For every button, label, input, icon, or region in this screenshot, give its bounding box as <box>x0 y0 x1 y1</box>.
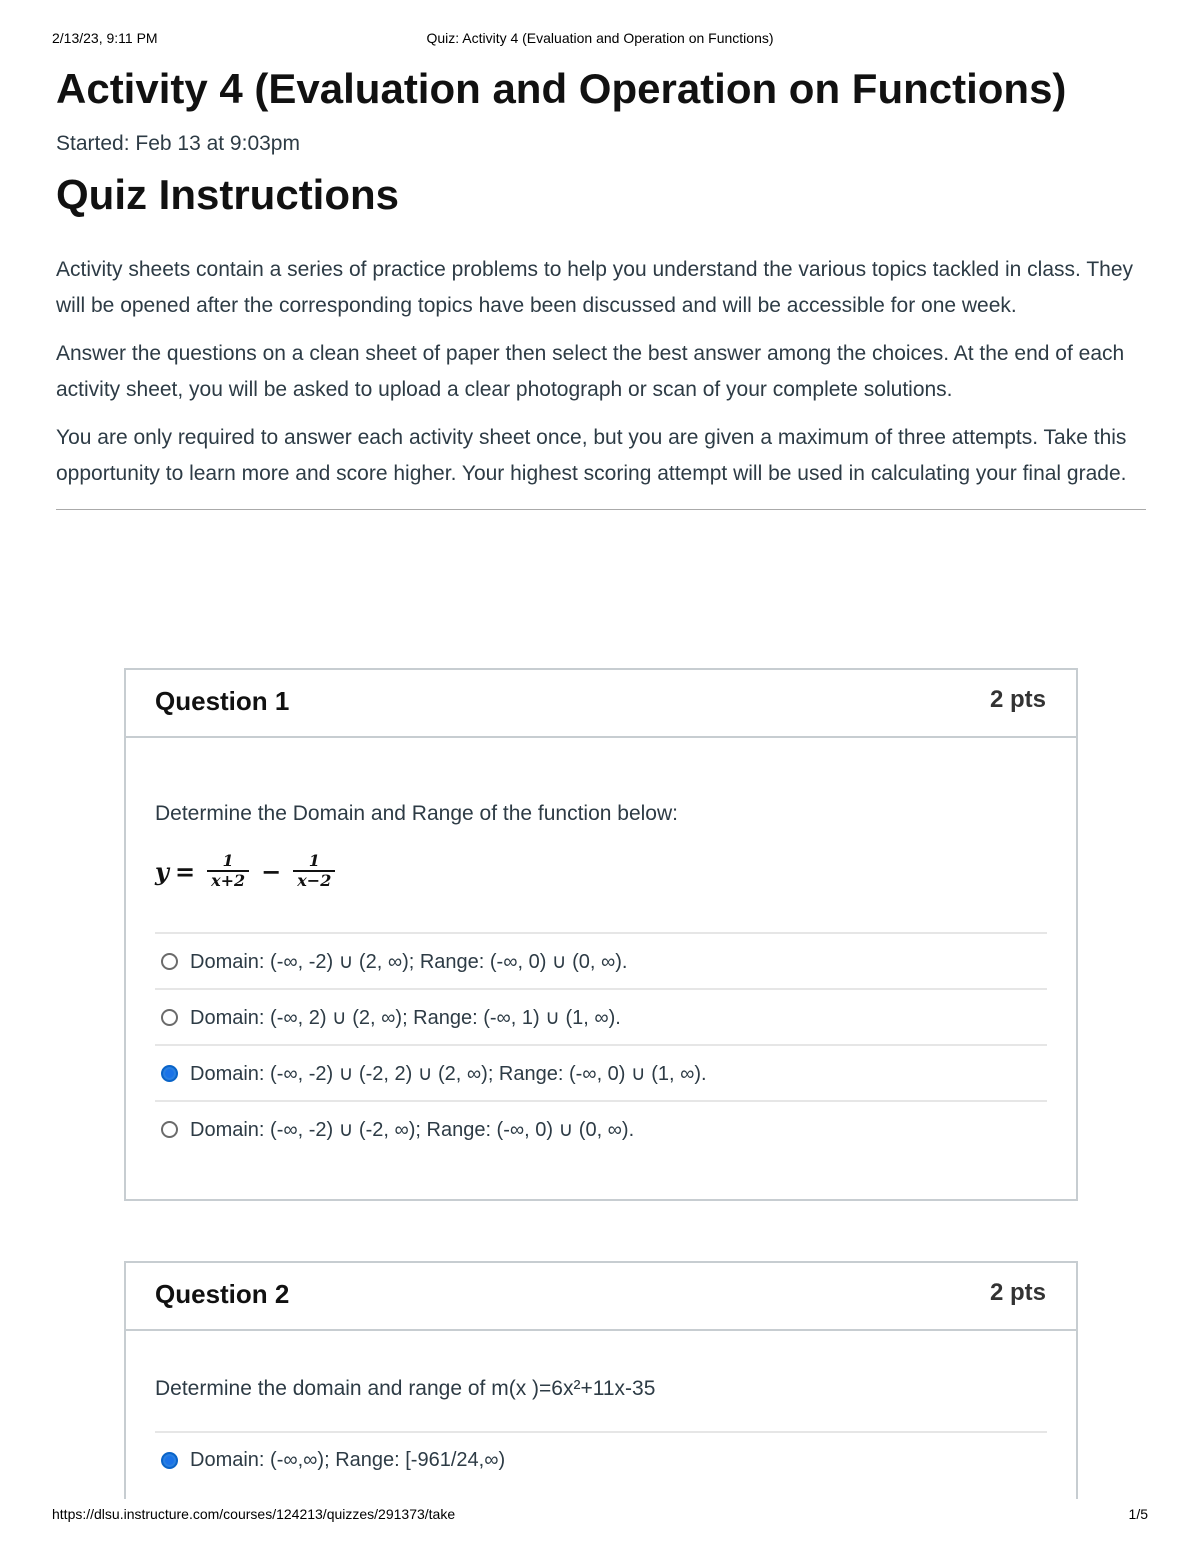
question-title: Question 2 <box>155 1279 290 1309</box>
instructions-paragraph: You are only required to answer each activity sheet once, but you are given a maximum of three attempts. Take this opportunity to learn more and score higher. Your highest scoring attempt will be used in calculating your final grade. <box>56 426 1127 485</box>
radio-button-selected[interactable] <box>161 1065 178 1082</box>
question-text: Determine the domain and range of m(x )=6x²+11x-35 <box>155 1377 656 1400</box>
page-count: 1/5 <box>1128 1506 1148 1522</box>
answer-label: Domain: (-∞,∞); Range: [-961/24,∞) <box>190 1448 506 1471</box>
answer-list <box>155 932 1047 1156</box>
instructions-paragraph: Answer the questions on a clean sheet of paper then select the best answer among the choices. At the end of each activity sheet, you will be asked to upload a clear photograph or scan of your complete solutions. <box>56 342 1125 401</box>
divider <box>56 509 1146 510</box>
print-date: 2/13/23, 9:11 PM <box>52 30 158 46</box>
answer-option-selected[interactable] <box>155 1046 1047 1102</box>
question-body <box>126 738 1076 1156</box>
answer-label: Domain: (-∞, 2) ∪ (2, ∞); Range: (-∞, 1) ∪ (1, ∞). <box>190 1006 621 1029</box>
question-header <box>126 670 1076 738</box>
formula-equals: = <box>174 856 196 886</box>
answer-list <box>155 1431 1047 1487</box>
question-2 <box>124 1261 1078 1499</box>
print-header <box>52 30 1148 50</box>
question-text: Determine the Domain and Range of the function below: <box>155 802 678 825</box>
fraction-2 <box>293 852 335 890</box>
answer-label: Domain: (-∞, -2) ∪ (2, ∞); Range: (-∞, 0) ∪ (0, ∞). <box>190 950 628 973</box>
answer-option-selected[interactable] <box>155 1433 1047 1487</box>
page-title: Activity 4 (Evaluation and Operation on Functions) <box>56 65 1067 112</box>
function-formula <box>155 846 1047 896</box>
print-footer <box>52 1506 1148 1526</box>
answer-option[interactable] <box>155 934 1047 990</box>
quiz-content <box>56 62 1146 510</box>
radio-button[interactable] <box>161 1009 178 1026</box>
fraction-1-denominator: x+2 <box>211 871 246 890</box>
question-title: Question 1 <box>155 686 290 716</box>
formula-minus: − <box>261 856 282 886</box>
question-1 <box>124 668 1078 1201</box>
radio-button[interactable] <box>161 953 178 970</box>
formula-lhs: y <box>155 856 169 886</box>
answer-option[interactable] <box>155 1102 1047 1156</box>
fraction-1-numerator: 1 <box>222 851 234 870</box>
question-header <box>126 1263 1076 1331</box>
instructions-title: Quiz Instructions <box>56 171 400 218</box>
answer-option[interactable] <box>155 990 1047 1046</box>
page-url: https://dlsu.instructure.com/courses/124213/quizzes/291373/take <box>52 1506 456 1522</box>
radio-button-selected[interactable] <box>161 1452 178 1469</box>
instructions-body <box>56 252 1146 491</box>
print-doc-title: Quiz: Activity 4 (Evaluation and Operation on Functions) <box>426 30 774 46</box>
instructions-paragraph: Activity sheets contain a series of practice problems to help you understand the various topics tackled in class. They will be opened after the corresponding topics have been discussed and will be accessible for one week. <box>56 258 1133 317</box>
question-body <box>126 1331 1076 1487</box>
answer-label: Domain: (-∞, -2) ∪ (-2, ∞); Range: (-∞, 0) ∪ (0, ∞). <box>190 1118 635 1141</box>
radio-button[interactable] <box>161 1121 178 1138</box>
question-points: 2 pts <box>989 686 1046 713</box>
answer-label: Domain: (-∞, -2) ∪ (-2, 2) ∪ (2, ∞); Range: (-∞, 0) ∪ (1, ∞). <box>190 1062 707 1085</box>
fraction-2-numerator: 1 <box>308 851 320 870</box>
question-points: 2 pts <box>989 1279 1046 1306</box>
fraction-1 <box>207 852 249 890</box>
started-timestamp: Started: Feb 13 at 9:03pm <box>56 132 300 155</box>
fraction-2-denominator: x−2 <box>297 871 332 890</box>
